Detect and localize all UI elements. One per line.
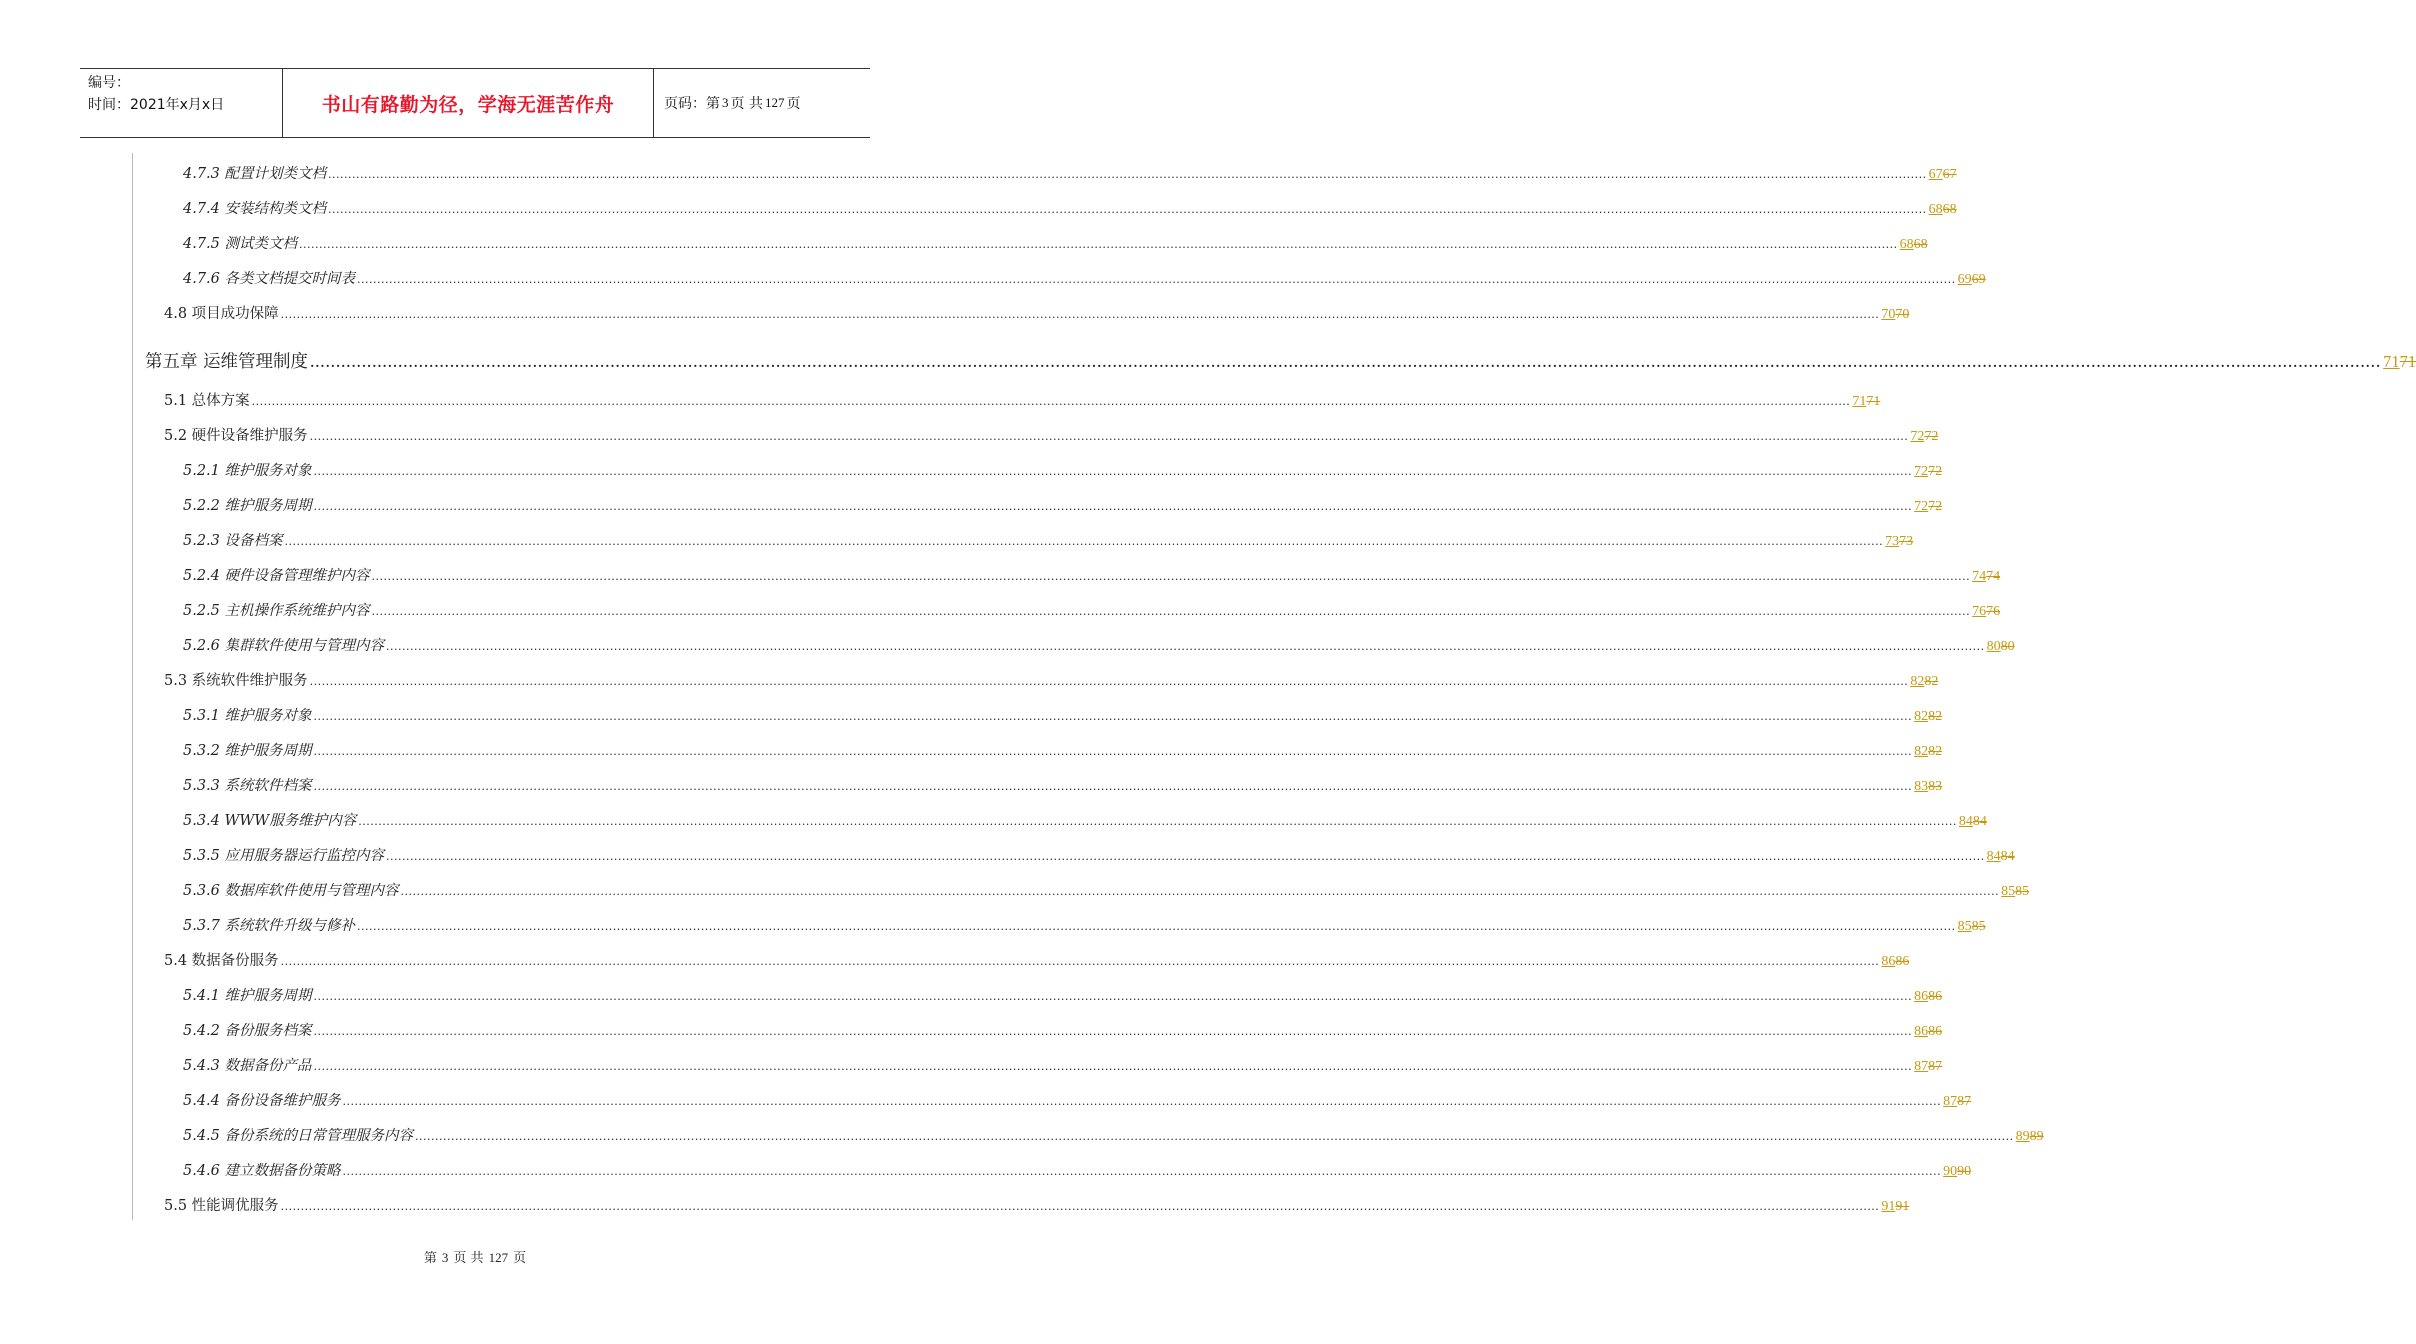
toc-entry-title: 4.8 项目成功保障: [164, 306, 279, 322]
toc-page-numbers[interactable]: [1852, 394, 1880, 410]
footer-page-total: 127: [488, 1250, 509, 1265]
toc-entry[interactable]: [132, 555, 2001, 590]
toc-page-numbers[interactable]: [1958, 919, 1986, 935]
toc-entry-line: [133, 267, 1986, 288]
toc-entry-title: 5.3.6 数据库软件使用与管理内容: [183, 883, 399, 899]
toc-page-new[interactable]: 87: [1943, 1094, 1958, 1109]
toc-page-numbers[interactable]: [1885, 534, 1913, 550]
toc-page-numbers[interactable]: [1943, 1094, 1971, 1110]
toc-page-new[interactable]: 71: [2383, 352, 2400, 371]
toc-entry-line: [133, 1124, 2044, 1145]
toc-page-old: 82: [1924, 674, 1939, 689]
toc-entry-line: [133, 424, 1939, 445]
toc-page-numbers[interactable]: [1943, 1164, 1971, 1180]
toc-page-new[interactable]: 72: [1914, 464, 1929, 479]
toc-page-new[interactable]: 85: [1957, 919, 1972, 934]
toc-page-old: 72: [1928, 499, 1943, 514]
toc-entry-title: 5.2 硬件设备维护服务: [164, 428, 308, 444]
toc-page-numbers[interactable]: [1987, 639, 2015, 655]
toc-entry-line: [133, 529, 1914, 550]
toc-dot-leader: ................................................................................................................................................................................................................................................................................................................................................................................................................: [251, 395, 1851, 408]
toc-entry-line: [133, 197, 1957, 218]
toc-page-old: 84: [2000, 849, 2015, 864]
toc-page-new[interactable]: 68: [1899, 237, 1914, 252]
toc-page-new[interactable]: 87: [1914, 1059, 1929, 1074]
toc-page-old: 87: [1928, 1059, 1943, 1074]
toc-entry-title: 5.2.6 集群软件使用与管理内容: [183, 638, 385, 654]
toc-dot-leader: ................................................................................................................................................................................................................................................................................................................................................................................................................: [371, 570, 1971, 583]
toc-page-old: 85: [2015, 884, 2030, 899]
toc-dot-leader: ................................................................................................................................................................................................................................................................................................................................................................................................................: [284, 535, 1884, 548]
toc-dot-leader: ................................................................................................................................................................................................................................................................................................................................................................................................................: [328, 203, 1927, 216]
toc-page-old: 86: [1928, 1024, 1943, 1039]
toc-entry-title: 5.4.3 数据备份产品: [183, 1058, 312, 1074]
toc-entry-title: 5.2.5 主机操作系统维护内容: [183, 603, 370, 619]
toc-entry-title: 5.2.2 维护服务周期: [183, 498, 312, 514]
toc-entry[interactable]: [132, 1150, 1972, 1185]
toc-page-new[interactable]: 83: [1914, 779, 1929, 794]
toc-entry[interactable]: [132, 1115, 2044, 1150]
toc-dot-leader: ................................................................................................................................................................................................................................................................................................................................................................................................................: [357, 920, 1956, 933]
toc-entry-title: 4.7.3 配置计划类文档: [183, 166, 327, 182]
toc-entry-line: [133, 599, 2001, 620]
toc-entry-line: [133, 348, 2416, 373]
toc-entry-line: [133, 984, 1943, 1005]
toc-page-new[interactable]: 86: [1914, 989, 1929, 1004]
toc-entry-line: [133, 162, 1957, 183]
toc-page-old: 86: [1928, 989, 1943, 1004]
footer-page-num: 3: [441, 1250, 449, 1265]
toc-entry-line: [133, 949, 1910, 970]
toc-page-numbers[interactable]: [1910, 429, 1938, 445]
toc-entry-title: 5.1 总体方案: [164, 393, 250, 409]
toc-entry-title: 5.3.2 维护服务周期: [183, 743, 312, 759]
toc-page-new[interactable]: 70: [1881, 307, 1896, 322]
toc-entry-line: [133, 1194, 1910, 1215]
toc-entry-title: 5.3.3 系统软件档案: [183, 778, 312, 794]
toc-entry[interactable]: [132, 1080, 1972, 1115]
footer-prefix: 第: [423, 1251, 437, 1266]
toc-entry-title: 4.7.5 测试类文档: [183, 236, 298, 252]
toc-page-numbers[interactable]: [1881, 307, 1909, 323]
toc-page-numbers[interactable]: [2383, 352, 2416, 372]
toc-entry-line: [133, 494, 1943, 515]
toc-dot-leader: ................................................................................................................................................................................................................................................................................................................................................................................................................: [342, 1165, 1942, 1178]
toc-page-old: 72: [1928, 464, 1943, 479]
toc-dot-leader: ................................................................................................................................................................................................................................................................................................................................................................................................................: [280, 308, 1880, 321]
toc-entry[interactable]: [132, 1185, 1910, 1220]
toc-entry[interactable]: [132, 660, 1939, 695]
serial-label: 编号：: [88, 75, 130, 91]
toc-page-numbers[interactable]: [2001, 884, 2029, 900]
toc-page-old: 87: [1957, 1094, 1972, 1109]
toc-page-numbers[interactable]: [1881, 954, 1909, 970]
toc-dot-leader: ................................................................................................................................................................................................................................................................................................................................................................................................................: [313, 1025, 1913, 1038]
toc-entry-line: [133, 844, 2015, 865]
toc-dot-leader: ................................................................................................................................................................................................................................................................................................................................................................................................................: [357, 273, 1956, 286]
toc-page-new[interactable]: 72: [1910, 429, 1925, 444]
toc-page-numbers[interactable]: [1914, 989, 1942, 1005]
toc-dot-leader: ................................................................................................................................................................................................................................................................................................................................................................................................................: [313, 500, 1913, 513]
toc-entry[interactable]: [132, 258, 1986, 293]
toc-entry[interactable]: [132, 835, 2015, 870]
table-of-contents: [132, 153, 2416, 1220]
toc-dot-leader: ................................................................................................................................................................................................................................................................................................................................................................................................................: [313, 745, 1913, 758]
page-footer: [0, 1247, 950, 1266]
toc-entry-line: [133, 739, 1943, 760]
toc-page-old: 82: [1928, 744, 1943, 759]
toc-entry[interactable]: [132, 520, 1914, 555]
toc-entry[interactable]: [132, 1010, 1943, 1045]
toc-entry-title: 5.4 数据备份服务: [164, 953, 279, 969]
toc-entry[interactable]: [132, 590, 2001, 625]
toc-page-numbers[interactable]: [1881, 1199, 1909, 1215]
toc-entry[interactable]: [132, 415, 1939, 450]
toc-entry[interactable]: [132, 188, 1957, 223]
toc-page-old: 76: [1986, 604, 2001, 619]
toc-page-new[interactable]: 85: [2001, 884, 2016, 899]
toc-page-old: 71: [2399, 352, 2416, 371]
toc-entry[interactable]: [132, 223, 1928, 258]
toc-entry-title: 5.2.4 硬件设备管理维护内容: [183, 568, 370, 584]
toc-page-old: 90: [1957, 1164, 1972, 1179]
toc-page-old: 67: [1942, 167, 1957, 182]
toc-dot-leader: ................................................................................................................................................................................................................................................................................................................................................................................................................: [309, 675, 1909, 688]
toc-entry-title: 4.7.6 各类文档提交时间表: [183, 271, 356, 287]
header-page-total: 127: [764, 95, 785, 110]
toc-page-old: 69: [1971, 272, 1986, 287]
toc-entry-title: 5.4.4 备份设备维护服务: [183, 1093, 341, 1109]
toc-dot-leader: ................................................................................................................................................................................................................................................................................................................................................................................................................: [299, 238, 1898, 251]
toc-entry-title: 5.4.6 建立数据备份策略: [183, 1163, 341, 1179]
toc-dot-leader: ................................................................................................................................................................................................................................................................................................................................................................................................................: [313, 780, 1913, 793]
toc-entry[interactable]: [132, 800, 1987, 835]
toc-page-old: 91: [1895, 1199, 1910, 1214]
toc-entry-line: [133, 389, 1881, 410]
toc-entry-line: [133, 564, 2001, 585]
toc-entry-title: 5.4.2 备份服务档案: [183, 1023, 312, 1039]
toc-page-numbers[interactable]: [1910, 674, 1938, 690]
toc-entry[interactable]: [132, 975, 1943, 1010]
toc-entry[interactable]: [132, 730, 1943, 765]
toc-entry-title: 4.7.4 安装结构类文档: [183, 201, 327, 217]
toc-page-numbers[interactable]: [1914, 779, 1942, 795]
toc-entry[interactable]: [132, 485, 1943, 520]
toc-entry-title: 5.2.1 维护服务对象: [183, 463, 312, 479]
header-page-num: 3: [722, 95, 729, 110]
toc-page-old: 83: [1928, 779, 1943, 794]
toc-entry[interactable]: [132, 940, 1910, 975]
toc-page-numbers[interactable]: [1929, 202, 1957, 218]
toc-dot-leader: ................................................................................................................................................................................................................................................................................................................................................................................................................: [371, 605, 1971, 618]
toc-page-old: 89: [2029, 1129, 2044, 1144]
toc-dot-leader: ................................................................................................................................................................................................................................................................................................................................................................................................................: [342, 1095, 1942, 1108]
toc-page-new[interactable]: 84: [1958, 814, 1973, 829]
toc-entry[interactable]: [132, 450, 1943, 485]
header-page-mid: 页 共: [730, 96, 763, 112]
toc-dot-leader: ................................................................................................................................................................................................................................................................................................................................................................................................................: [310, 356, 2382, 370]
toc-page-old: 73: [1899, 534, 1914, 549]
header-page-info: [654, 69, 870, 137]
toc-page-numbers[interactable]: [1958, 272, 1986, 288]
toc-page-numbers[interactable]: [1987, 849, 2015, 865]
toc-entry-line: [133, 302, 1910, 323]
toc-dot-leader: ................................................................................................................................................................................................................................................................................................................................................................................................................: [313, 465, 1913, 478]
toc-page-numbers[interactable]: [1914, 1024, 1942, 1040]
toc-entry-title: 5.3.7 系统软件升级与修补: [183, 918, 356, 934]
toc-page-numbers[interactable]: [1914, 709, 1942, 725]
toc-page-old: 86: [1895, 954, 1910, 969]
toc-page-new[interactable]: 72: [1914, 499, 1929, 514]
toc-page-new[interactable]: 73: [1885, 534, 1900, 549]
toc-entry-title: 5.2.3 设备档案: [183, 533, 283, 549]
header-page-prefix: 页码：第: [664, 96, 720, 112]
toc-dot-leader: ................................................................................................................................................................................................................................................................................................................................................................................................................: [309, 430, 1909, 443]
toc-page-new[interactable]: 82: [1914, 709, 1929, 724]
toc-page-new[interactable]: 89: [2015, 1129, 2030, 1144]
toc-dot-leader: ................................................................................................................................................................................................................................................................................................................................................................................................................: [400, 885, 2000, 898]
toc-page-numbers[interactable]: [1914, 744, 1942, 760]
time-label: 时间：2021年x月x日: [88, 97, 225, 113]
toc-page-numbers[interactable]: [1914, 1059, 1942, 1075]
toc-entry[interactable]: [132, 765, 1943, 800]
toc-page-old: 74: [1986, 569, 2001, 584]
toc-entry-line: [133, 1019, 1943, 1040]
toc-dot-leader: ................................................................................................................................................................................................................................................................................................................................................................................................................: [313, 1060, 1913, 1073]
toc-page-old: 72: [1924, 429, 1939, 444]
toc-page-new[interactable]: 69: [1957, 272, 1972, 287]
toc-entry-line: [133, 1089, 1972, 1110]
toc-dot-leader: ................................................................................................................................................................................................................................................................................................................................................................................................................: [358, 815, 1957, 828]
toc-entry[interactable]: [132, 870, 2030, 905]
toc-entry[interactable]: [132, 153, 1957, 188]
toc-entry[interactable]: [132, 625, 2015, 660]
toc-page-old: 85: [1971, 919, 1986, 934]
toc-entry-line: [133, 669, 1939, 690]
toc-entry[interactable]: [132, 905, 1986, 940]
toc-entry[interactable]: [132, 380, 1881, 415]
toc-entry-line: [133, 459, 1943, 480]
toc-entry-line: [133, 1054, 1943, 1075]
toc-page-new[interactable]: 90: [1943, 1164, 1958, 1179]
toc-entry-title: 5.3.1 维护服务对象: [183, 708, 312, 724]
toc-page-new[interactable]: 74: [1972, 569, 1987, 584]
toc-page-numbers[interactable]: [1929, 167, 1957, 183]
toc-page-new[interactable]: 86: [1914, 1024, 1929, 1039]
toc-entry-title: 5.3.5 应用服务器运行监控内容: [183, 848, 385, 864]
toc-entry-line: [133, 1159, 1972, 1180]
toc-dot-leader: ................................................................................................................................................................................................................................................................................................................................................................................................................: [280, 955, 1880, 968]
toc-page-old: 71: [1866, 394, 1881, 409]
toc-page-numbers[interactable]: [1959, 814, 1987, 830]
toc-entry-title: 5.4.1 维护服务周期: [183, 988, 312, 1004]
toc-entry-title: 5.4.5 备份系统的日常管理服务内容: [183, 1128, 414, 1144]
toc-entry-title: 5.5 性能调优服务: [164, 1198, 279, 1214]
toc-entry-line: [133, 634, 2015, 655]
toc-page-new[interactable]: 67: [1928, 167, 1943, 182]
toc-entry-line: [133, 704, 1943, 725]
toc-entry-line: [133, 774, 1943, 795]
toc-page-old: 80: [2000, 639, 2015, 654]
toc-entry-title: 5.3 系统软件维护服务: [164, 673, 308, 689]
toc-dot-leader: ................................................................................................................................................................................................................................................................................................................................................................................................................: [313, 990, 1913, 1003]
toc-entry[interactable]: [132, 1045, 1943, 1080]
toc-entry-line: [133, 879, 2030, 900]
toc-dot-leader: ................................................................................................................................................................................................................................................................................................................................................................................................................: [328, 168, 1927, 181]
toc-dot-leader: ................................................................................................................................................................................................................................................................................................................................................................................................................: [280, 1200, 1880, 1213]
toc-dot-leader: ................................................................................................................................................................................................................................................................................................................................................................................................................: [415, 1130, 2014, 1143]
toc-entry[interactable]: [132, 293, 1910, 328]
toc-entry-title: 第五章 运维管理制度: [145, 352, 309, 372]
toc-page-new[interactable]: 71: [1852, 394, 1867, 409]
toc-page-numbers[interactable]: [1914, 499, 1942, 515]
toc-page-numbers[interactable]: [1900, 237, 1928, 253]
toc-page-new[interactable]: 76: [1972, 604, 1987, 619]
toc-page-new[interactable]: 91: [1881, 1199, 1896, 1214]
toc-page-new[interactable]: 84: [1986, 849, 2001, 864]
toc-dot-leader: ................................................................................................................................................................................................................................................................................................................................................................................................................: [386, 640, 1985, 653]
toc-entry-line: [133, 809, 1987, 830]
header-motto: 书山有路勤为径，学海无涯苦作舟: [282, 69, 654, 137]
toc-entry-line: [133, 914, 1986, 935]
toc-page-old: 68: [1942, 202, 1957, 217]
footer-suffix: 页: [513, 1251, 527, 1266]
toc-page-new[interactable]: 86: [1881, 954, 1896, 969]
toc-page-numbers[interactable]: [2016, 1129, 2044, 1145]
toc-page-old: 68: [1913, 237, 1928, 252]
toc-page-numbers[interactable]: [1972, 569, 2000, 585]
header-page-suffix: 页: [786, 96, 801, 112]
toc-page-old: 70: [1895, 307, 1910, 322]
footer-mid: 页 共: [453, 1251, 484, 1266]
toc-page-new[interactable]: 80: [1986, 639, 2001, 654]
toc-page-numbers[interactable]: [1914, 464, 1942, 480]
toc-entry-title: 5.3.4 WWW服务维护内容: [183, 813, 357, 829]
toc-entry[interactable]: [132, 695, 1943, 730]
toc-entry-line: [133, 232, 1928, 253]
page-header: [80, 68, 870, 138]
toc-dot-leader: ................................................................................................................................................................................................................................................................................................................................................................................................................: [386, 850, 1985, 863]
toc-entry[interactable]: [132, 328, 2416, 380]
header-meta: [80, 69, 282, 137]
toc-page-numbers[interactable]: [1972, 604, 2000, 620]
toc-page-new[interactable]: 68: [1928, 202, 1943, 217]
toc-page-old: 84: [1972, 814, 1987, 829]
toc-page-new[interactable]: 82: [1910, 674, 1925, 689]
toc-page-old: 82: [1928, 709, 1943, 724]
toc-dot-leader: ................................................................................................................................................................................................................................................................................................................................................................................................................: [313, 710, 1913, 723]
toc-page-new[interactable]: 82: [1914, 744, 1929, 759]
